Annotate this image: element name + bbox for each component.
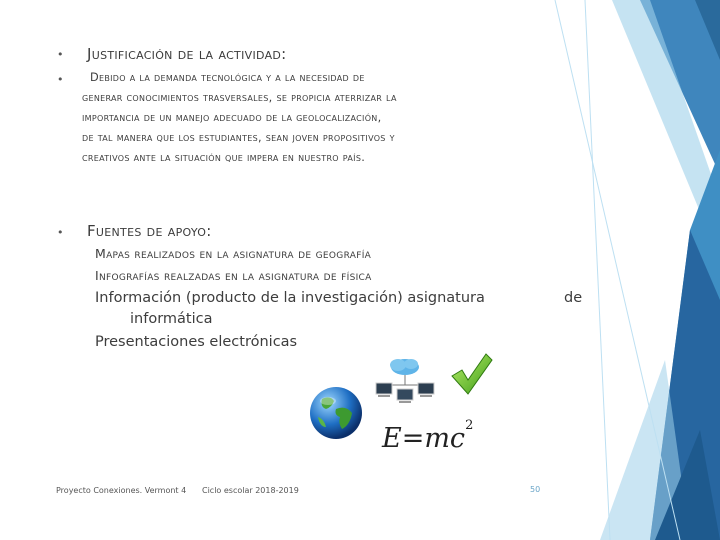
- source-item-trailing: de: [564, 290, 583, 306]
- bullet-marker: •: [57, 48, 64, 61]
- sources-heading: Fuentes de apoyo:: [87, 222, 212, 240]
- paragraph-line: de tal manera que los estudiantes, sean joven propositivos y: [82, 131, 395, 144]
- bullet-marker: •: [57, 73, 64, 86]
- footer-cycle: Ciclo escolar 2018-2019: [202, 486, 299, 495]
- paragraph-line: importancia de un manejo adecuado de la geolocalización,: [82, 111, 382, 124]
- source-item: informática: [130, 311, 213, 327]
- globe-icon: [308, 385, 364, 441]
- facet-line-2: [585, 0, 610, 540]
- paragraph-line: creativos ante la situación que impera en nuestro país.: [82, 151, 366, 164]
- formula: [382, 418, 473, 454]
- checkmark-icon: [448, 352, 493, 397]
- formula-exponent: 2: [465, 418, 474, 433]
- source-item: Presentaciones electrónicas: [95, 334, 298, 350]
- source-item: Mapas realizados en la asignatura de geografía: [95, 246, 372, 261]
- paragraph-line: Debido a la demanda tecnológica y a la necesidad de: [90, 71, 365, 84]
- source-item: Información (producto de la investigación) asignatura: [95, 290, 485, 306]
- bullet-marker: •: [57, 226, 64, 239]
- page-number: 50: [530, 485, 541, 494]
- paragraph-line: generar conocimientos trasversales, se propicia aterrizar la: [82, 91, 397, 104]
- justification-heading: Justificación de la actividad:: [87, 45, 287, 63]
- source-item: Infografías realzadas en la asignatura de física: [95, 268, 372, 283]
- justification-paragraph: [82, 68, 542, 168]
- footer-project: Proyecto Conexiones. Vermont 4: [56, 486, 187, 495]
- formula-base: E=mc: [382, 423, 466, 454]
- computer-network-icon: [374, 355, 436, 407]
